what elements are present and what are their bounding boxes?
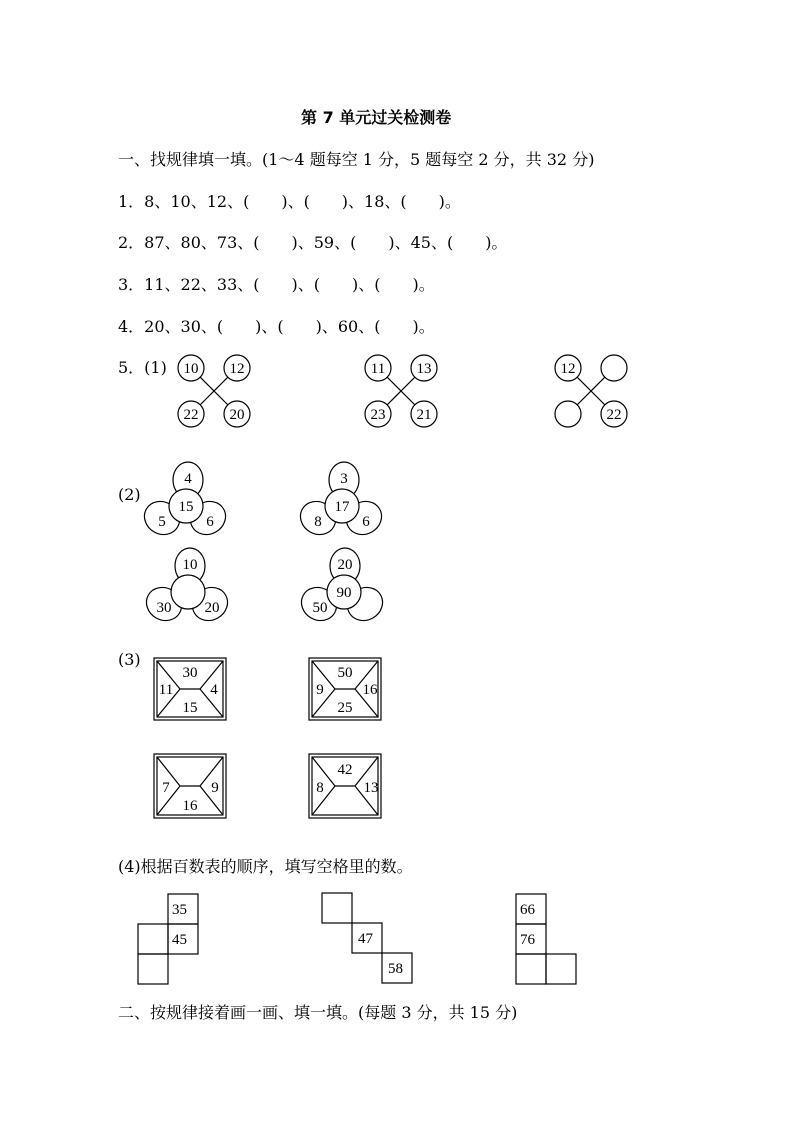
flower-4-left: 50 [312,600,328,616]
grid-1-cell-a: 35 [172,902,187,918]
question-1: 1．8、10、12、( )、( )、18、( )。 [118,192,461,211]
flower-1-top: 4 [184,471,192,487]
envelope-1-left: 11 [158,682,174,698]
cross-puzzle-1 [178,355,250,427]
part-2-label: (2) [118,485,141,504]
question-5-label: 5．(1) [118,358,167,377]
grid-2-cell-b: 58 [388,961,403,977]
flower-2-right: 6 [362,514,370,530]
flower-1-left: 5 [158,514,166,530]
envelope-1-bottom: 15 [182,700,198,716]
flower-2-left: 8 [314,514,322,530]
envelope-4-left: 8 [316,780,324,796]
cross-2-top-right: 13 [416,361,432,377]
envelope-3-bottom: 16 [182,798,198,814]
cross-2-bottom-right: 21 [416,407,432,423]
part-3-label: (3) [118,650,141,669]
flower-1-right: 6 [206,514,214,530]
grid-3-cell-b: 76 [520,932,535,948]
envelope-4-right: 13 [363,780,379,796]
flower-puzzle-1 [138,462,231,541]
hundred-grid-3 [516,894,576,984]
envelope-puzzle-2 [309,658,381,720]
grid-1-cell-b: 45 [172,932,187,948]
envelope-3-right: 9 [211,780,219,796]
grid-2-cell-a: 47 [358,931,373,947]
flower-3-right: 20 [204,600,220,616]
cross-2-bottom-left: 23 [370,407,386,423]
envelope-puzzle-4 [309,754,381,818]
cross-2-top-left: 11 [370,361,386,377]
envelope-4-top: 42 [337,762,353,778]
envelope-2-left: 9 [316,682,324,698]
envelope-puzzle-1 [154,658,226,720]
question-4: 4．20、30、( )、( )、60、( )。 [118,317,435,336]
flower-3-top: 10 [182,557,198,573]
grid-3-cell-a: 66 [520,902,535,918]
envelope-2-top: 50 [337,665,353,681]
section2-heading: 二、按规律接着画一画、填一填。(每题 3 分，共 15 分) [118,1003,518,1022]
cross-1-top-right: 12 [229,361,245,377]
hundred-grid-1 [138,894,198,984]
flower-4-center: 90 [336,585,352,601]
cross-1-top-left: 10 [183,361,199,377]
flower-2-center: 17 [334,499,350,515]
flower-puzzle-4 [295,548,388,627]
cross-1-bottom-left: 22 [183,407,199,423]
envelope-2-right: 16 [362,682,378,698]
cross-puzzle-3 [555,355,627,427]
flower-puzzle-2 [294,462,387,541]
envelope-2-bottom: 25 [337,700,353,716]
cross-3-top-left: 12 [560,361,576,377]
cross-1-bottom-right: 20 [229,407,245,423]
flower-1-center: 15 [178,499,194,515]
flower-puzzle-3 [140,548,233,627]
envelope-puzzle-3 [154,754,226,818]
flower-4-top: 20 [337,557,353,573]
part-4-label: (4)根据百数表的顺序，填写空格里的数。 [118,857,413,876]
cross-puzzle-2 [365,355,437,427]
question-2: 2．87、80、73、( )、59、( )、45、( )。 [118,233,508,252]
page-title: 第 7 单元过关检测卷 [301,108,452,127]
flower-3-left: 30 [156,600,172,616]
flower-2-top: 3 [340,471,348,487]
envelope-1-right: 4 [210,682,218,698]
question-3: 3．11、22、33、( )、( )、( )。 [118,275,435,294]
hundred-grid-2 [322,893,412,983]
envelope-1-top: 30 [182,665,198,681]
section1-heading: 一、找规律填一填。(1～4 题每空 1 分，5 题每空 2 分，共 32 分) [118,150,595,169]
cross-3-bottom-right: 22 [606,407,622,423]
envelope-3-left: 7 [162,780,170,796]
